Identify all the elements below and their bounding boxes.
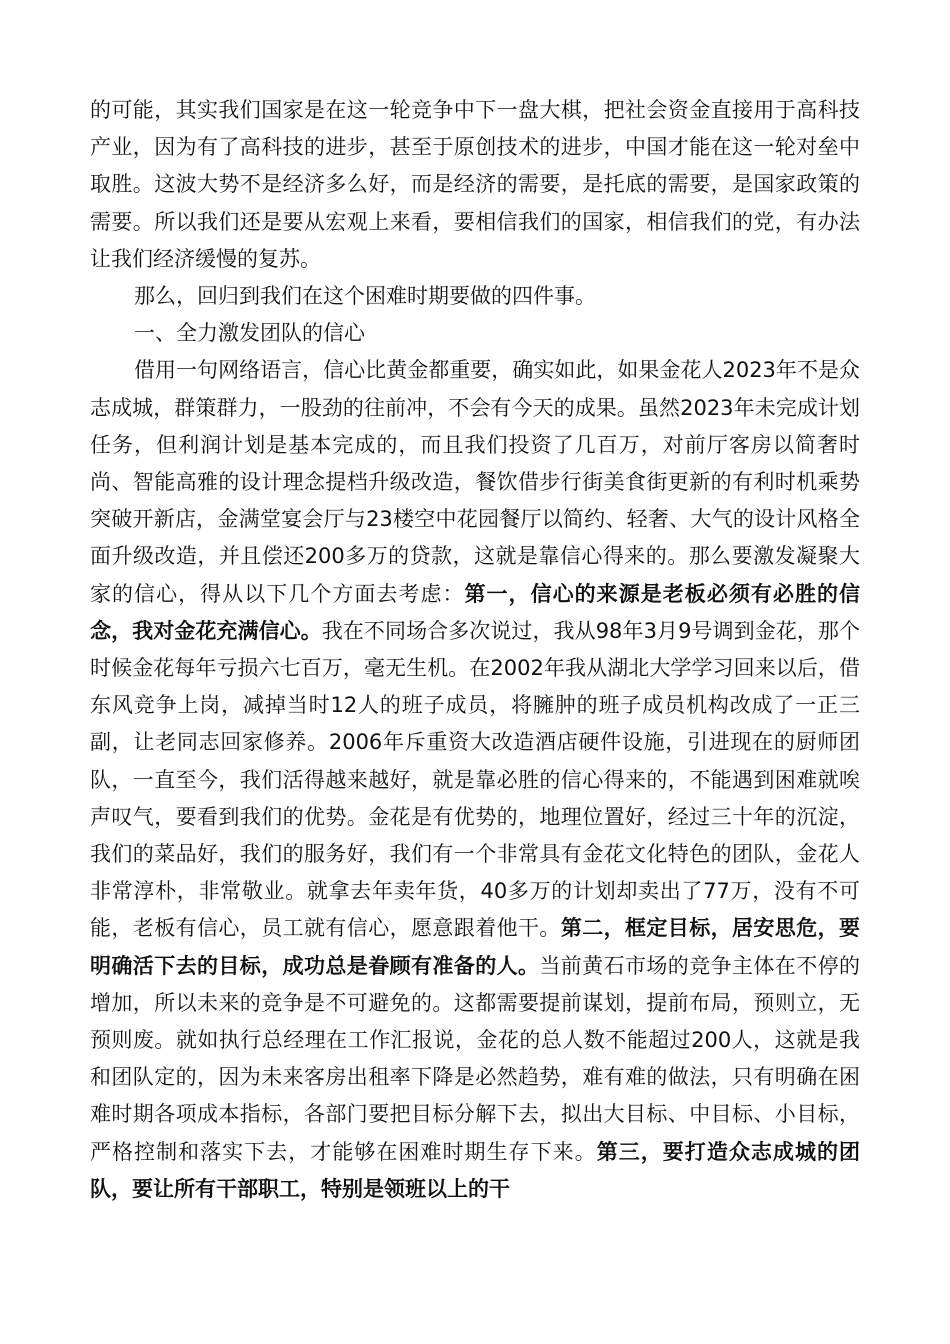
document-page (90, 92, 860, 1208)
point-three-bold: 第三，要打造众志成城的团队，要让所有干部职工，特别是领班以上的干 (90, 1139, 861, 1201)
paragraph-intro: 的可能，其实我们国家是在这一轮竞争中下一盘大棋，把社会资金直接用于高科技产业，因为有了高科技的进步，甚至于原创技术的进步，中国才能在这一轮对垒中取胜。这波大势不是经济多么好，而是经济的需要，是托底的需要，是国家政策的需要。所以我们还是要从宏观上来看，要相信我们的国家，相信我们的党，有办法让我们经济缓慢的复苏。 (90, 98, 860, 271)
confidence-text-2: 我在不同场合多次说过，我从98年3月9号调到金花，那个时候金花每年亏损六七百万，毫无生机。在2002年我从湖北大学学习回来以后，借东风竞争上岗，减掉当时12人的班子成员，将臃肿的班子成员机构改成了一正三副，让老同志回家修养。2006年斥重资大改造酒店硬件设施，引进现在的厨师团队，一直至今，我们活得越来越好，就是靠必胜的信心得来的，不能遇到困难就唉声叹气，要看到我们的优势。金花是有优势的，地理位置好，经过三十年的沉淀，我们的菜品好，我们的服务好，我们有一个非常具有金花文化特色的团队，金花人非常淳朴，非常敬业。就拿去年卖年货，40多万的计划却卖出了77万，没有不可能，老板有信心，员工就有信心，愿意跟着他干。 (90, 618, 860, 941)
paragraph-four-things: 那么，回归到我们在这个困难时期要做的四件事。 (134, 284, 596, 309)
section-heading-confidence: 一、全力激发团队的信心 (134, 321, 365, 346)
confidence-text-1: 借用一句网络语言，信心比黄金都重要，确实如此，如果金花人2023年不是众志成城，群策群力，一股劲的往前冲，不会有今天的成果。虽然2023年未完成计划任务，但利润计划是基本完成的，而且我们投资了几百万，对前厅客房以简奢时尚、智能高雅的设计理念提档升级改造，餐饮借步行街美食街更新的有利时机乘势突破开新店，金满堂宴会厅与23楼空中花园餐厅以简约、轻奢、大气的设计风格全面升级改造，并且偿还200多万的贷款，这就是靠信心得来的。那么要激发凝聚大家的信心，得从以下几个方面去考虑： (90, 358, 860, 606)
point-two-bold: 第二，框定目标，居安思危，要明确活下去的目标，成功总是眷顾有准备的人。 (90, 916, 861, 978)
point-one-bold: 第一，信心的来源是老板必须有必胜的信念，我对金花充满信心。 (90, 581, 860, 643)
paragraph-confidence (90, 352, 860, 1208)
confidence-text-3: 当前黄石市场的竞争主体在不停的增加，所以未来的竞争是不可避免的。这都需要提前谋划，提前布局，预则立，无预则废。就如执行总经理在工作汇报说，金花的总人数不能超过200人，这就是我和团队定的，因为未来客房出租率下降是必然趋势，难有难的做法，只有明确在困难时期各项成本指标，各部门要把目标分解下去，拟出大目标、中目标、小目标，严格控制和落实下去，才能够在困难时期生存下来。 (90, 953, 861, 1164)
